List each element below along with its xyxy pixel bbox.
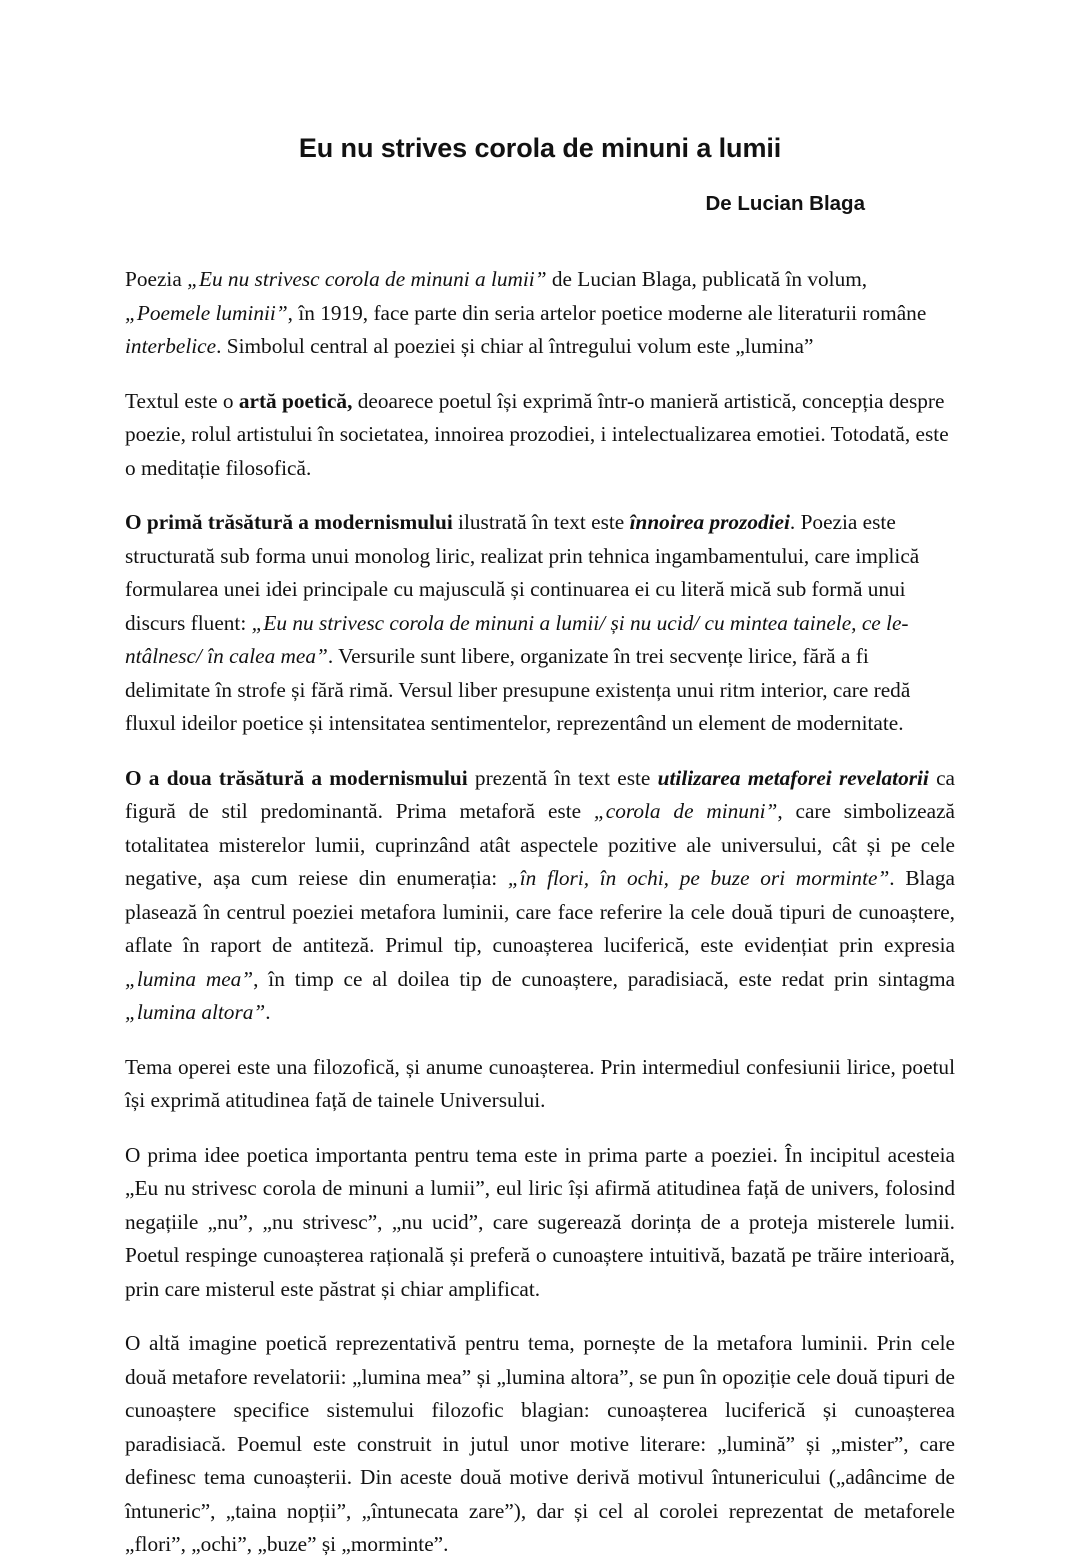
text-run: ca figură de stil predominantă. Prima metaforă este xyxy=(125,765,955,824)
text-run: interbelice xyxy=(125,334,217,359)
paragraph-tema xyxy=(125,1051,955,1118)
text-run: utilizarea metaforei revelatorii xyxy=(657,765,929,790)
text-run: „în flori, în ochi, pe buze ori morminte” xyxy=(507,866,890,891)
text-run: Textul este o xyxy=(125,388,239,413)
page-title: Eu nu strives corola de minuni a lumii xyxy=(298,133,782,163)
text-run: ilustrată în text este xyxy=(452,510,630,535)
text-run: Tema operei este una filozofică, și anume cunoașterea. Prin intermediul confesiunii lirice, poetul își exprimă atitudinea față de tainele Universului. xyxy=(125,1054,955,1113)
text-run: , care simbolizează totalitatea misterelor lumii, cuprinzând atât aspectele pozitive ale universului, cât și pe cele negative, așa cum reiese din enumerația: xyxy=(125,799,955,891)
text-run: „lumina mea” xyxy=(125,966,254,991)
text-run: de Lucian Blaga, publicată în volum, xyxy=(546,267,868,292)
paragraph-arta-poetica xyxy=(125,385,955,486)
text-run: , în 1919, face parte din seria artelor poetice moderne ale literaturii române xyxy=(287,300,927,325)
text-run: „corola de minuni” xyxy=(593,799,778,824)
text-run: O primă trăsătură a modernismului xyxy=(125,510,453,535)
paragraph-intro xyxy=(125,263,955,364)
paragraph-prima-trasatura xyxy=(125,506,955,741)
text-run: O altă imagine poetică reprezentativă pentru tema, pornește de la metafora luminii. Prin cele două metafore revelatorii: „lumina mea” și „lumina altora”, se pun în opoziție cele două tipuri de cunoaștere specifice sistemului filozofic blagian: cunoașterea luciferică și cunoașterea paradisiacă. Poemul este construit in jutul unor motive literare: „lumină” și „mister”, care definesc tema cunoașterii. Din aceste două motive derivă motivul întunericului („adâncime de întuneric”, „taina nopții”, „întunecata zare”), dar și cel al corolei reprezentat de metaforele „flori”, „ochi”, „buze” și „morminte”. xyxy=(125,1331,955,1557)
text-run: „Eu nu strivesc corola de minuni a lumii” xyxy=(187,267,547,292)
text-run: . Poezia este structurată sub forma unui monolog liric, realizat prin tehnica ingambamentului, care implică formularea unei idei principale cu majusculă și continuarea ei cu literă mică sub formă unui discurs fluent: xyxy=(125,510,920,635)
text-run: O a doua trăsătură a modernismului xyxy=(125,765,468,790)
text-run: . Simbolul central al poeziei și chiar al întregului volum este „lumina” xyxy=(216,334,814,359)
paragraph-prima-idee-poetica xyxy=(125,1139,955,1307)
author-byline: De Lucian Blaga xyxy=(705,191,865,215)
text-run: „Eu nu strivesc corola de minuni a lumii/ și nu ucid/ cu mintea tainele, ce le-ntâlnesc/ în calea mea” xyxy=(125,610,909,669)
text-run: deoarece poetul își exprimă într-o manieră artistică, concepția despre poezie, rolul artistului în societatea, innoirea prozodiei, i intelectualizarea emotiei. Totodată, este o meditație filosofică. xyxy=(125,388,949,480)
paragraph-a-doua-trasatura xyxy=(125,762,955,1030)
text-run: . Versurile sunt libere, organizate în trei secvențe lirice, fără a fi delimitate în strofe și fără rimă. Versul liber presupune existența unui ritm interior, care redă fluxul ideilor poetice și intensitatea sentimentelor, reprezentând un element de modernitate. xyxy=(125,644,911,736)
text-run: artă poetică, xyxy=(238,388,353,413)
text-run: prezentă în text este xyxy=(467,765,658,790)
text-run: „Poemele luminii” xyxy=(125,300,288,325)
document-body xyxy=(0,263,1080,1562)
text-run: . Blaga plasează în centrul poeziei metafora luminii, care face referire la cele două tipuri de cunoaștere, aflate în raport de antiteză. Primul tip, cunoașterea luciferică, este evidențiat prin expresia xyxy=(125,866,955,958)
text-run: . xyxy=(265,1000,271,1025)
text-run: „lumina altora” xyxy=(125,1000,266,1025)
text-run: înnoirea prozodiei xyxy=(629,510,790,535)
text-run: Poezia xyxy=(125,267,188,292)
text-run: , în timp ce al doilea tip de cunoaștere, paradisiacă, este redat prin sintagma xyxy=(253,966,956,991)
text-run: O prima idee poetica importanta pentru tema este in prima parte a poeziei. În incipitul acesteia „Eu nu strivesc corola de minuni a lumii”, eul liric își afirmă atitudinea față de univers, folosind negațiile „nu”, „nu strivesc”, „nu ucid”, care sugerează dorința de a proteja misterele lumii. Poetul respinge cunoașterea rațională și preferă o cunoaștere intuitivă, bazată pe trăire interioară, prin care misterul este păstrat și chiar amplificat. xyxy=(125,1142,955,1301)
